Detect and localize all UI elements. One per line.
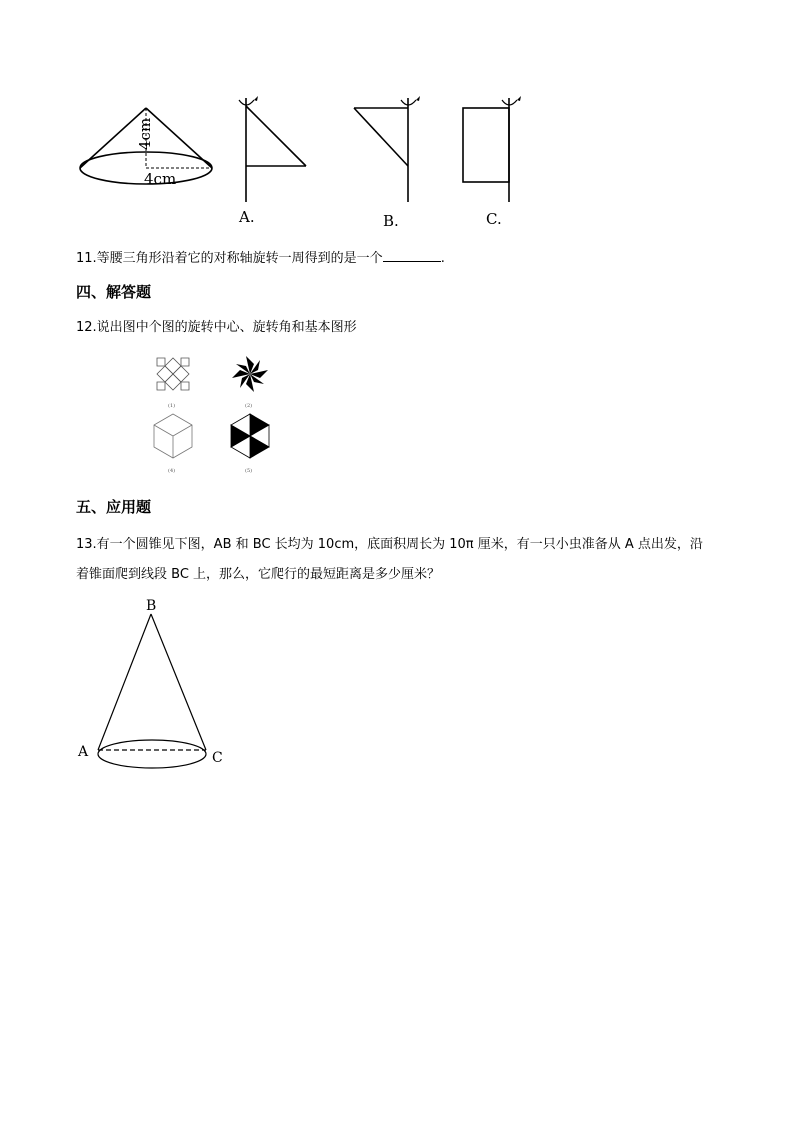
option-b-label: B. — [383, 212, 399, 230]
question-11-text: 11.等腰三角形沿着它的对称轴旋转一周得到的是一个 — [76, 251, 383, 266]
point-b-label: B — [146, 598, 157, 614]
section-5-title: 五、应用题 — [76, 498, 152, 516]
question-13-line-1: 13.有一个圆锥见下图，AB 和 BC 长均为 10cm，底面积周长为 10π 厘米，有一只小虫准备从 A 点出发，沿 — [76, 537, 703, 552]
question-12-text: 12.说出图中个图的旋转中心、旋转角和基本图形 — [76, 320, 357, 335]
option-a-figure — [238, 96, 306, 226]
pattern-4 — [154, 414, 192, 458]
cone-abc-figure — [74, 594, 234, 778]
pattern-4-label: (4) — [168, 468, 176, 474]
option-a-label: A. — [239, 208, 255, 226]
cone-radius-label: 4cm — [144, 170, 177, 188]
pattern-2 — [232, 356, 268, 392]
point-a-label: A — [78, 744, 89, 760]
option-c-label: C. — [486, 210, 502, 228]
section-4-title: 四、解答题 — [76, 283, 152, 301]
question-11-end: . — [440, 251, 445, 266]
option-b-figure — [354, 96, 420, 230]
pattern-2-label: (2) — [245, 403, 253, 409]
rotation-options-figure — [70, 92, 540, 232]
option-c-figure — [463, 96, 521, 228]
point-c-label: C — [212, 750, 223, 766]
cone-figure — [80, 108, 212, 188]
pattern-5 — [231, 414, 269, 458]
answer-blank[interactable] — [383, 249, 441, 262]
pattern-1 — [157, 358, 189, 390]
question-13-line-2: 着锥面爬到线段 BC 上，那么，它爬行的最短距离是多少厘米？ — [76, 567, 441, 582]
cone-height-label: 4cm — [136, 117, 154, 150]
pattern-1-label: (1) — [168, 403, 176, 409]
rotation-patterns-figure — [146, 350, 286, 478]
pattern-5-label: (5) — [245, 468, 253, 474]
question-11 — [76, 249, 445, 268]
